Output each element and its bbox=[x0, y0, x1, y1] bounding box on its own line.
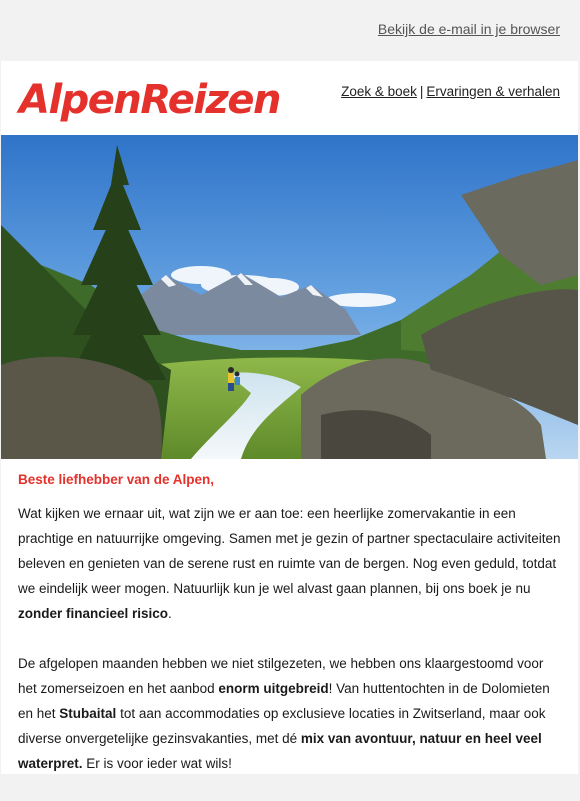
nav-link-zoek-boek[interactable]: Zoek & boek bbox=[341, 84, 417, 99]
hero-image[interactable] bbox=[1, 135, 578, 459]
email-card bbox=[1, 61, 578, 774]
intro-paragraph: Wat kijken we ernaar uit, wat zijn we er aan toe: een heerlijke zomervakantie in een prachtige en natuurrijke omgeving. Samen met je gezin of partner spectaculaire activiteiten beleven en genieten van de serene rust en ruimte van de bergen. Nog even geduld, totdat we eindelijk weer mogen. Natuurlijk kun je wel alvast gaan plannen, bij ons boek je nu zonder financieel risico. bbox=[18, 506, 561, 621]
header-nav bbox=[341, 84, 560, 99]
email-body bbox=[18, 465, 563, 801]
nav-separator: | bbox=[419, 84, 424, 99]
offer-paragraph: De afgelopen maanden hebben we niet stilgezeten, we hebben ons klaargestoomd voor het zomerseizoen en het aanbod enorm uitgebreid! Van huttentochten in de Dolomieten en het Stubaital tot aan accommodaties op exclusieve locaties in Zwitserland, maar ook diverse onvergetelijke gezinsvakanties, met dé mix van avontuur, natuur en heel veel waterpret. Er is voor ieder wat wils! bbox=[18, 656, 550, 771]
view-in-browser-link[interactable]: Bekijk de e-mail in je browser bbox=[377, 21, 560, 37]
nav-link-ervaringen-verhalen[interactable]: Ervaringen & verhalen bbox=[426, 84, 560, 99]
alpine-valley-illustration bbox=[1, 135, 578, 459]
greeting: Beste liefhebber van de Alpen, bbox=[18, 472, 215, 487]
alpenreizen-logo[interactable]: AlpenReizen bbox=[19, 77, 280, 123]
email-topbar bbox=[0, 0, 580, 60]
